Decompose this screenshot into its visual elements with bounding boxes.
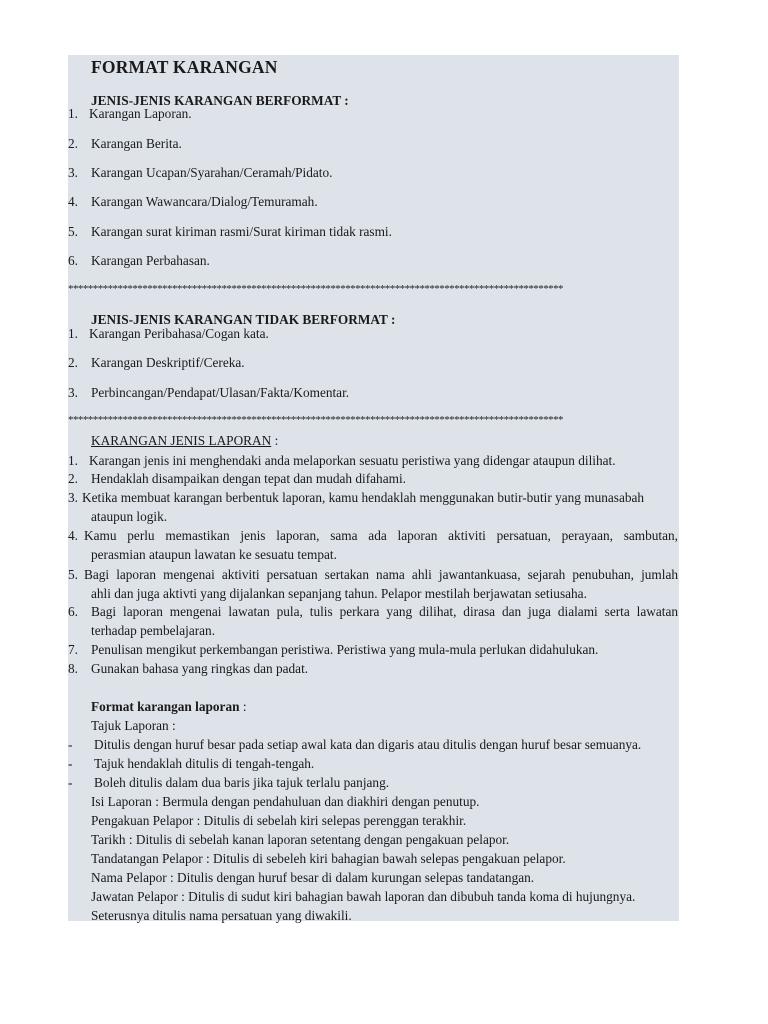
list-item: Bagi laporan mengenai aktiviti persatuan sertakan nama ahli jawantankuasa, sejarah penubuhan, jumlah xyxy=(84,567,678,582)
list-number: 3. xyxy=(68,165,78,180)
list-number: 7. xyxy=(68,642,78,657)
list-item: Gunakan bahasa yang ringkas dan padat. xyxy=(91,661,309,676)
list-item: Karangan jenis ini menghendaki anda melaporkan sesuatu peristiwa yang didengar ataupun dilihat. xyxy=(89,453,616,468)
list-number: 8. xyxy=(68,661,78,676)
heading-colon: : xyxy=(239,699,247,714)
bullet-dash: - xyxy=(68,775,73,790)
list-item-continuation: ataupun logik. xyxy=(91,509,168,524)
list-number: 2. xyxy=(68,136,78,151)
page-title: FORMAT KARANGAN xyxy=(91,57,278,77)
bullet-dash: - xyxy=(68,756,73,771)
separator-line: **************************************************************************************************** xyxy=(68,414,564,426)
list-number: 5. xyxy=(68,224,78,239)
list-number: 2. xyxy=(68,355,78,370)
format-line-tarikh: Tarikh : Ditulis di sebelah kanan laporan setentang dengan pengakuan pelapor. xyxy=(91,832,510,847)
section-heading-format-laporan xyxy=(91,697,247,716)
heading-colon: : xyxy=(387,312,396,327)
section-heading-text: JENIS-JENIS KARANGAN TIDAK BERFORMAT xyxy=(91,312,388,327)
list-number: 4. xyxy=(68,528,78,543)
format-line-jawatan: Jawatan Pelapor : Ditulis di sudut kiri bahagian bawah laporan dan dibubuh tanda koma di hujungnya. xyxy=(91,889,636,904)
heading-colon: : xyxy=(340,93,349,108)
tajuk-label: Tajuk Laporan : xyxy=(91,718,176,733)
section-heading-text: Format karangan laporan xyxy=(91,699,240,714)
list-item: Ketika membuat karangan berbentuk laporan, kamu hendaklah menggunakan butir-butir yang munasabah xyxy=(82,490,645,505)
list-item: Penulisan mengikut perkembangan peristiwa. Peristiwa yang mula-mula perlukan didahulukan. xyxy=(91,642,599,657)
list-number: 2. xyxy=(68,471,78,486)
separator-line: **************************************************************************************************** xyxy=(68,283,564,295)
list-item: Karangan Perbahasan. xyxy=(91,253,210,268)
list-item: Hendaklah disampaikan dengan tepat dan mudah difahami. xyxy=(91,471,406,486)
list-number: 6. xyxy=(68,253,78,268)
section-heading-text: JENIS-JENIS KARANGAN BERFORMAT xyxy=(91,93,341,108)
list-number: 1. xyxy=(68,453,78,468)
bullet-item: Boleh ditulis dalam dua baris jika tajuk terlalu panjang. xyxy=(94,775,390,790)
list-number: 1. xyxy=(68,326,78,341)
list-number: 4. xyxy=(68,194,78,209)
format-line-nama: Nama Pelapor : Ditulis dengan huruf besar di dalam kurungan selepas tandatangan. xyxy=(91,870,535,885)
bullet-item: Tajuk hendaklah ditulis di tengah-tengah. xyxy=(94,756,315,771)
list-item-continuation: terhadap pembelajaran. xyxy=(91,623,216,638)
format-line-tandatangan: Tandatangan Pelapor : Ditulis di sebeleh kiri bahagian bawah selepas pengakuan pelapor. xyxy=(91,851,566,866)
list-number: 5. xyxy=(68,567,78,582)
bullet-dash: - xyxy=(68,737,73,752)
format-line-seterusnya: Seterusnya ditulis nama persatuan yang diwakili. xyxy=(91,908,352,923)
list-item: Karangan Deskriptif/Cereka. xyxy=(91,355,245,370)
list-item: Karangan Peribahasa/Cogan kata. xyxy=(89,326,269,341)
list-item: Perbincangan/Pendapat/Ulasan/Fakta/Komentar. xyxy=(91,385,350,400)
list-item: Karangan Wawancara/Dialog/Temuramah. xyxy=(91,194,318,209)
section-heading-laporan xyxy=(91,431,278,450)
list-number: 6. xyxy=(68,604,78,619)
list-item: Karangan Ucapan/Syarahan/Ceramah/Pidato. xyxy=(91,165,333,180)
format-line-isi: Isi Laporan : Bermula dengan pendahuluan dan diakhiri dengan penutup. xyxy=(91,794,480,809)
list-item: Kamu perlu memastikan jenis laporan, sama ada laporan aktiviti persatuan, perayaan, sambutan, xyxy=(84,528,678,543)
list-number: 3. xyxy=(68,385,78,400)
heading-colon: : xyxy=(271,433,279,448)
section-heading-text: KARANGAN JENIS LAPORAN xyxy=(91,433,272,448)
list-item: Karangan surat kiriman rasmi/Surat kiriman tidak rasmi. xyxy=(91,224,392,239)
list-number: 1. xyxy=(68,106,78,121)
list-item: Karangan Laporan. xyxy=(89,106,192,121)
bullet-item: Ditulis dengan huruf besar pada setiap awal kata dan digaris atau ditulis dengan huruf besar semuanya. xyxy=(94,737,642,752)
list-item: Karangan Berita. xyxy=(91,136,182,151)
list-number: 3. xyxy=(68,490,78,505)
list-item: Bagi laporan mengenai lawatan pula, tulis perkara yang dilihat, dirasa dan juga dialami serta lawatan xyxy=(91,604,678,619)
format-line-pengakuan: Pengakuan Pelapor : Ditulis di sebelah kiri selepas perenggan terakhir. xyxy=(91,813,467,828)
list-item-continuation: ahli dan juga aktivti yang dijalankan sepanjang tahun. Pelapor mestilah berjawatan setiusaha. xyxy=(91,586,587,601)
list-item-continuation: perasmian ataupun lawatan ke sesuatu tempat. xyxy=(91,547,337,562)
